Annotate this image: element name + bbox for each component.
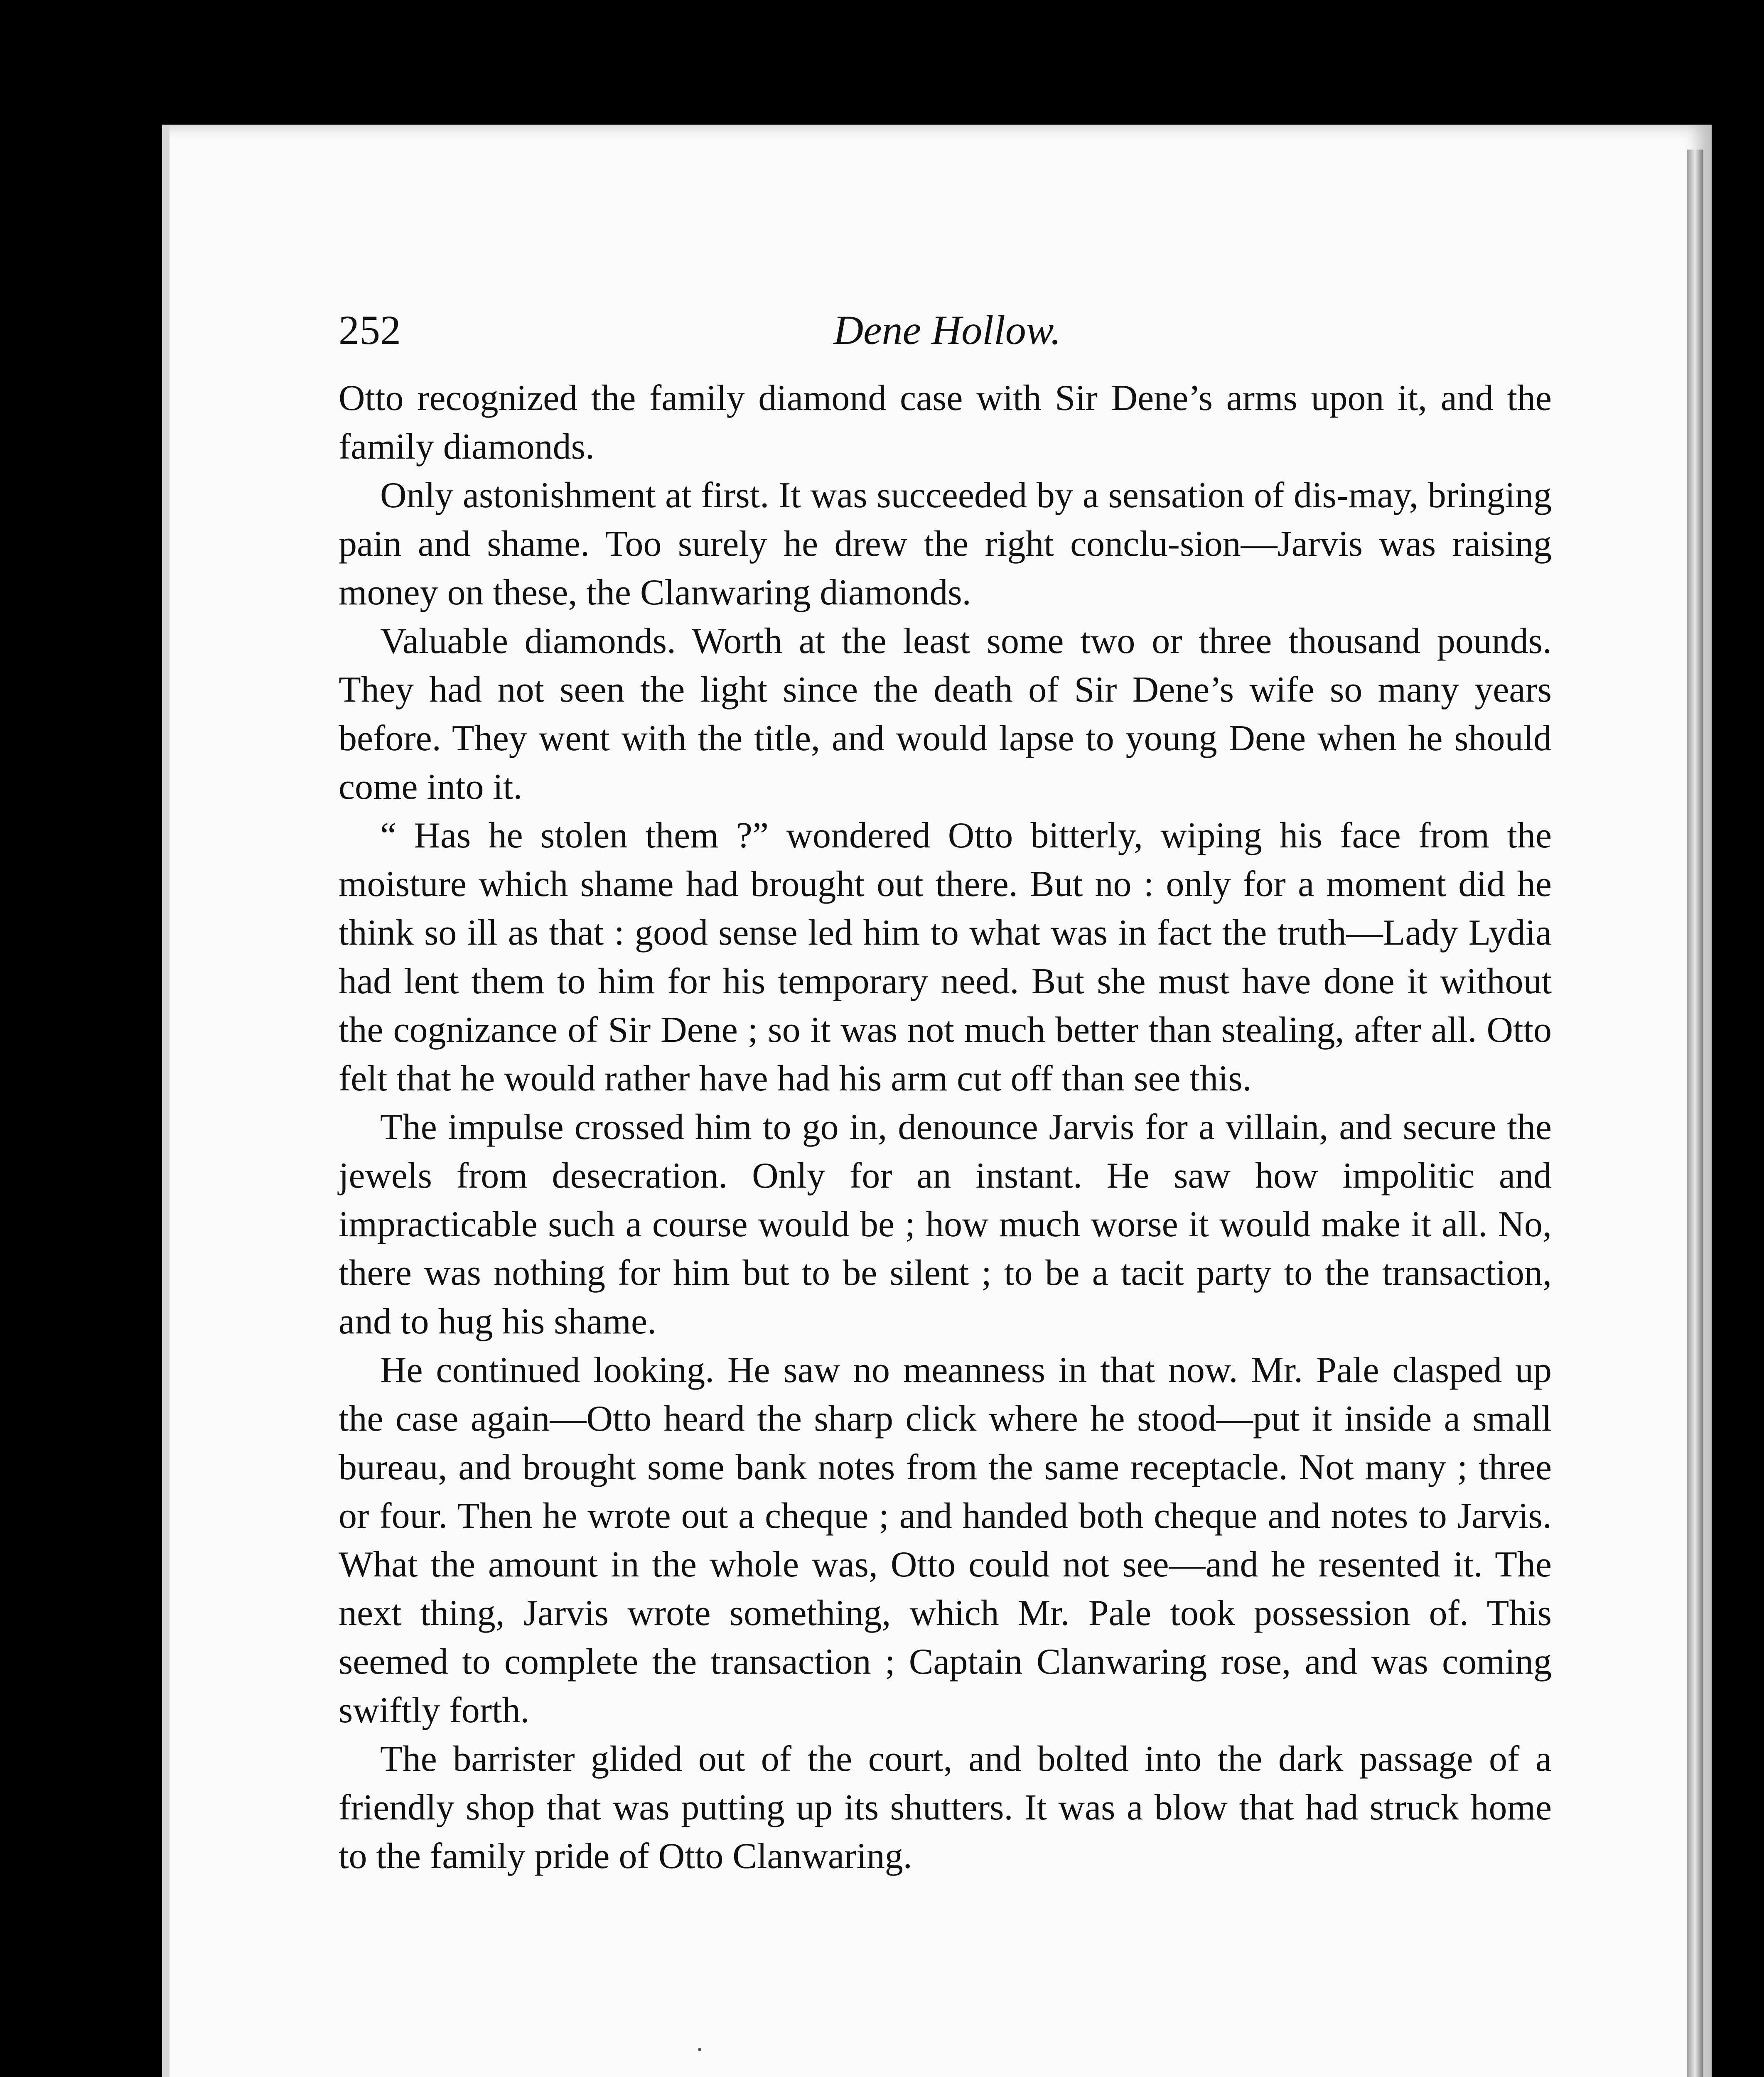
page-header [339,303,1556,357]
paragraph: The barrister glided out of the court, and bolted into the dark passage of a friendly shop that was putting up its shutters. It was a blow that had struck home to the family pride of Otto Clanwaring. [339,1739,1552,1876]
page-left-edge [162,125,170,2077]
page-number: 252 [339,307,401,353]
dust-speck [698,2048,701,2051]
paragraph: Valuable diamonds. Worth at the least some two or three thousand pounds. They had not seen the light since the death of Sir Dene’s wife so many years before. They went with the title, and would lapse to young Dene when he should come into it. [339,621,1552,807]
paragraph: Only astonishment at first. It was succeeded by a sensation of dis-may, bringing pain and shame. Too surely he drew the right conclu-sion—Jarvis was raising money on these, the Clanwaring diamonds. [339,475,1552,613]
paragraph: “ Has he stolen them ?” wondered Otto bitterly, wiping his face from the moisture which shame had brought out there. But no : only for a moment did he think so ill as that : good sense led him to what was in fact the truth—Lady Lydia had lent them to him for his temporary need. But she must have done it without the cognizance of Sir Dene ; so it was not much better than stealing, after all. Otto felt that he would rather have had his arm cut off than see this. [339,815,1552,1099]
paragraph: He continued looking. He saw no meanness in that now. Mr. Pale clasped up the case again—Otto heard the sharp click where he stood—put it inside a small bureau, and brought some bank notes from the same receptacle. Not many ; three or four. Then he wrote out a cheque ; and handed both cheque and notes to Jarvis. What the amount in the whole was, Otto could not see—and he resented it. The next thing, Jarvis wrote something, which Mr. Pale took possession of. This seemed to complete the transaction ; Captain Clanwaring rose, and was coming swiftly forth. [339,1350,1552,1731]
running-head: Dene Hollow. [833,307,1061,353]
paragraph: The impulse crossed him to go in, denounce Jarvis for a villain, and secure the jewels from desecration. Only for an instant. He saw how impolitic and impracticable such a course would be ; how much worse it would make it all. No, there was nothing for him but to be silent ; to be a tacit party to the transaction, and to hug his shame. [339,1107,1552,1342]
paragraph: Otto recognized the family diamond case with Sir Dene’s arms upon it, and the family diamonds. [339,378,1552,467]
page-right-edge [1687,150,1703,2077]
body-text [339,374,1552,1881]
